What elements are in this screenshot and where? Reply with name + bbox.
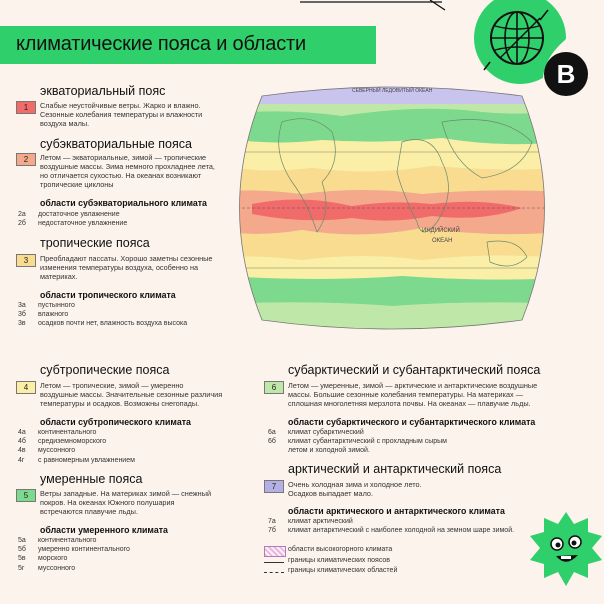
desc-subtropical [40, 381, 230, 408]
area-code: 6а [268, 429, 276, 436]
desc-line: но отличается сухостью. На океанах возникают [40, 171, 202, 180]
desc-line: Ветры западные. На материках зимой — снежный [40, 489, 212, 498]
areas-list-subarctic [268, 428, 447, 456]
area-code: 3а [18, 302, 26, 309]
list-item [18, 564, 130, 573]
desc-line: воздушные массы. Зима немного прохладнее лета, [40, 162, 215, 171]
areas-list-subtropical [18, 428, 135, 465]
legend-belt-border-label: границы климатических поясов [288, 557, 391, 564]
area-text: с равномерным увлажнением [38, 456, 135, 464]
areas-title-arctic: области арктического и антарктического климата [288, 506, 505, 516]
area-code: 3б [18, 311, 26, 319]
belt-title-tropical: тропические пояса [40, 236, 150, 250]
belt-title-subequatorial: субэкваториальные пояса [40, 137, 192, 151]
area-code: 2б [18, 220, 26, 228]
desc-line: Осадков выпадает мало. [288, 489, 374, 498]
desc-line: температуры и осадков. Возможны снегопады. [40, 399, 200, 408]
desc-line: покров. На океанах Южного полушария [40, 498, 175, 507]
areas-title-tropical: области тропического климата [40, 290, 176, 300]
code-box-arctic: 7 [264, 480, 284, 493]
desc-tropical [40, 254, 224, 281]
area-code: 2а [18, 211, 26, 218]
list-item [268, 428, 447, 437]
areas-list-temperate [18, 536, 130, 573]
list-item [18, 319, 187, 328]
area-text: континентального [38, 429, 97, 436]
areas-list-tropical [18, 301, 187, 329]
area-text: недостаточное увлажнение [38, 220, 128, 228]
area-text: муссонного [38, 447, 76, 455]
desc-line: встречаются плавучие льды. [40, 507, 138, 516]
belt-band-temperate-south [222, 276, 562, 306]
belt-title-arctic: арктический и антарктический пояса [288, 462, 502, 476]
legend-area-border-label: границы климатических областей [288, 567, 398, 574]
desc-line: Слабые неустойчивые ветры. Жарко и влажно. [40, 101, 201, 110]
area-code: 5г [18, 564, 25, 572]
desc-line: Сезонные колебания температуры и влажности [40, 110, 203, 119]
desc-equatorial [40, 101, 220, 128]
area-text: климат антарктический с наиболее холодной на земном шаре зимой. [288, 527, 515, 535]
desc-line: массы. Большие сезонные колебания температуры. На материках — [288, 390, 524, 399]
list-item [18, 554, 130, 563]
area-text: континентального [38, 537, 97, 544]
desc-line: изменения температуры воздуха, особенно на [40, 263, 199, 272]
desc-line: Преобладают пассаты. Хорошо заметны сезонные [40, 254, 213, 263]
areas-title-subequatorial: области субэкваториального климата [40, 198, 207, 208]
code-box-temperate: 5 [16, 489, 36, 502]
belt-band-temperate-north [222, 109, 562, 144]
list-item [18, 428, 135, 437]
belt-title-temperate: умеренные пояса [40, 472, 143, 486]
legend-highland-label: области высокогорного климата [288, 546, 393, 553]
area-code: 5в [18, 555, 26, 563]
list-item [268, 437, 447, 446]
areas-title-temperate: области умеренного климата [40, 525, 168, 535]
code-box-subarctic: 6 [264, 381, 284, 394]
list-item [268, 526, 514, 535]
desc-line: воздушные массы. Значительные сезонные различия [40, 390, 223, 399]
areas-title-subtropical: области субтропического климата [40, 417, 191, 427]
list-item [18, 456, 135, 465]
desc-line: воздуха малы. [40, 119, 90, 128]
area-code: 6б [268, 438, 276, 446]
list-item [18, 545, 130, 554]
list-item [18, 219, 127, 228]
area-code: 4б [18, 438, 26, 446]
desc-temperate [40, 489, 230, 516]
desc-line: Летом — тропические, зимой — умеренно [40, 381, 184, 390]
page-title: климатические пояса и области [16, 33, 306, 55]
area-text: муссонного [38, 564, 76, 572]
code-box-tropical: 3 [16, 254, 36, 267]
desc-line: тропические циклоны [40, 180, 114, 189]
list-item [268, 517, 514, 526]
list-item [18, 310, 187, 319]
desc-subequatorial [40, 153, 224, 189]
area-text: климат субарктический [288, 429, 364, 436]
desc-line: Летом — экваториальные, зимой — тропические [40, 153, 207, 162]
area-code: 7б [268, 527, 276, 535]
area-text: осадков почти нет, влажность воздуха высока [38, 320, 188, 328]
world-climate-map [222, 82, 562, 334]
legend-highland-swatch [264, 546, 286, 557]
code-box-equatorial: 1 [16, 101, 36, 114]
area-text: достаточное увлажнение [38, 211, 120, 218]
area-code: 7а [268, 518, 276, 525]
list-item [18, 536, 130, 545]
ocean-label-north: СЕВЕРНЫЙ ЛЕДОВИТЫЙ ОКЕАН [352, 88, 433, 94]
belt-title-equatorial: экваториальный пояс [40, 84, 166, 98]
desc-subarctic [288, 381, 588, 408]
area-text: климат субантарктический с прохладным сырым [288, 438, 447, 446]
ocean-label-indian-2: ОКЕАН [432, 238, 453, 244]
list-item [18, 301, 187, 310]
badge-letter: B [556, 59, 576, 89]
area-text: морского [38, 555, 68, 563]
code-box-subequatorial: 2 [16, 153, 36, 166]
areas-list-arctic [268, 517, 514, 535]
desc-line: материках. [40, 272, 78, 281]
area-text: влажного [38, 311, 69, 319]
area-text: умеренно континентального [38, 546, 130, 554]
smiley-mascot-icon [528, 510, 604, 590]
area-code: 4г [18, 456, 25, 464]
desc-line: сплошная многолетняя мерзлота почвы. На океанах — плавучие льды. [288, 399, 531, 408]
area-code: 5а [18, 537, 26, 544]
area-text: средиземноморского [38, 438, 107, 446]
area-text: пустынного [38, 302, 75, 309]
belt-title-subtropical: субтропические пояса [40, 363, 170, 377]
area-code: 3в [18, 320, 26, 328]
desc-line: Летом — умеренные, зимой — арктические и антарктические воздушные [288, 381, 538, 390]
list-item [18, 446, 135, 455]
area-code: 4а [18, 429, 26, 436]
ocean-label-indian: ИНДИЙСКИЙ [422, 228, 460, 234]
desc-line: Очень холодная зима и холодное лето. [288, 480, 422, 489]
areas-list-subequatorial [18, 210, 127, 228]
legend-belt-border-line [264, 562, 284, 563]
list-item [18, 437, 135, 446]
area-code: 4в [18, 447, 26, 455]
area-text: летом и холодной зимой. [288, 447, 370, 455]
belt-band-subtropical-south [222, 255, 562, 279]
area-text: климат арктический [288, 518, 353, 525]
legend-area-border-line [264, 572, 284, 573]
area-code: 5б [18, 546, 26, 554]
areas-title-subarctic: области субарктического и субантарктического климата [288, 417, 536, 427]
code-box-subtropical: 4 [16, 381, 36, 394]
belt-title-subarctic: субарктический и субантарктический пояса [288, 363, 541, 377]
list-item [268, 446, 447, 455]
desc-arctic [288, 480, 508, 498]
list-item [18, 210, 127, 219]
